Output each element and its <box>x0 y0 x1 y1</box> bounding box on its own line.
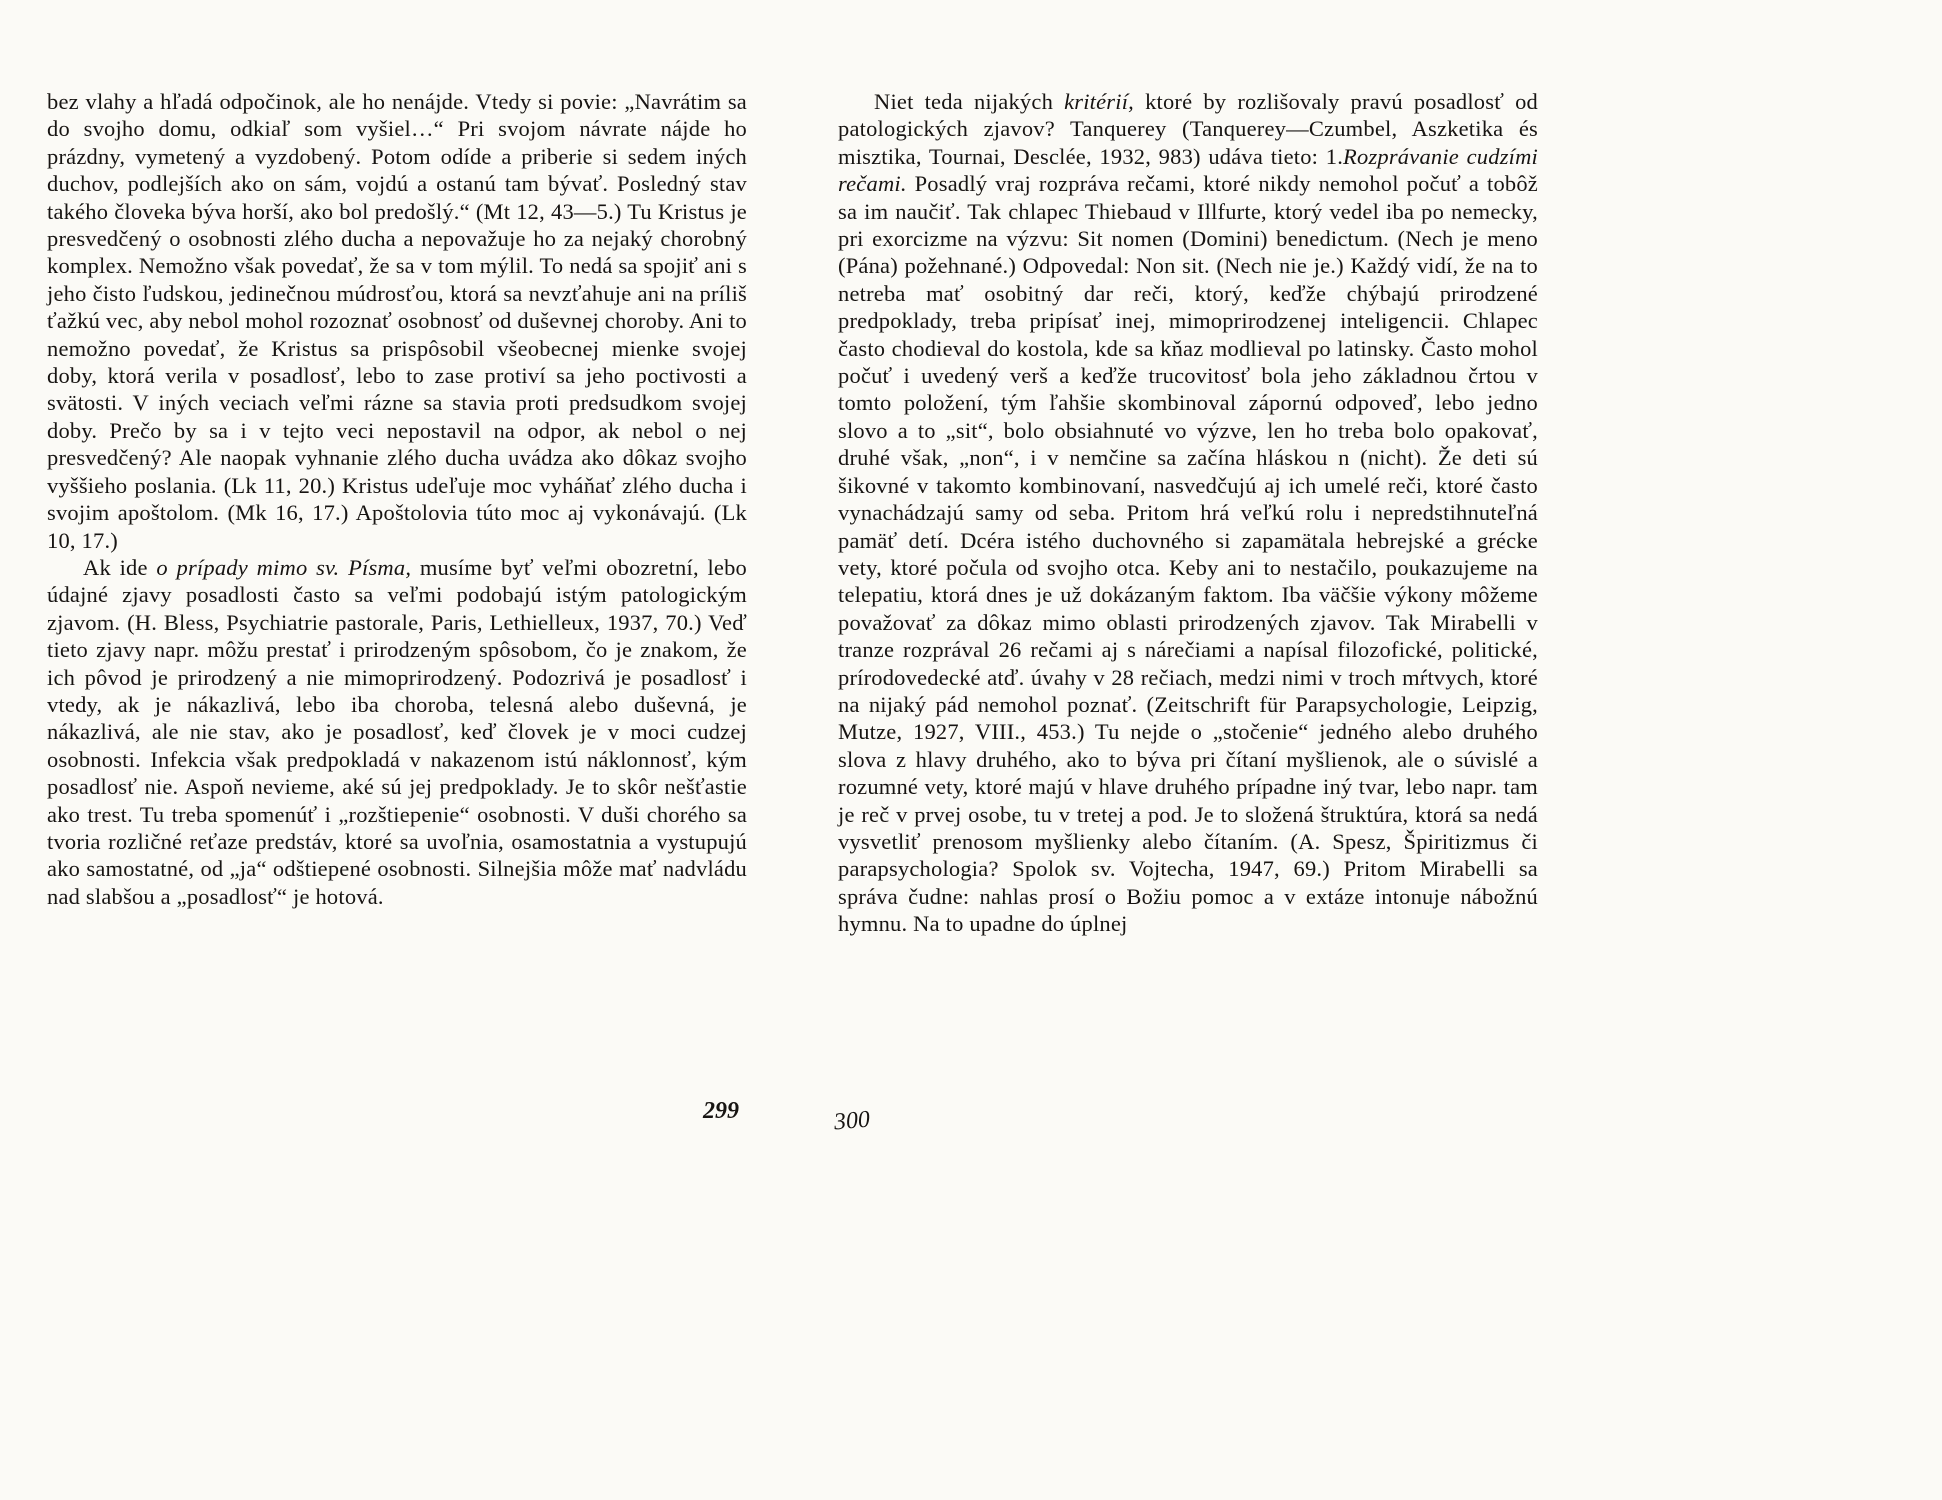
page-left-text <box>47 88 747 910</box>
text-run: Niet teda nijakých <box>874 89 1065 114</box>
page-number-left: 299 <box>703 1098 739 1124</box>
text-run-italic: kritérií, <box>1064 89 1134 114</box>
text-run: musíme byť veľmi obozretní, lebo údajné zjavy posadlosti často sa veľmi podobajú istým patologickým zjavom. (H. Bless, Psychiatrie pastorale, Paris, Lethielleux, 1937, 70.) Veď tieto zjavy napr. môžu prestať i prirodzeným spôsobom, čo je znakom, že ich pôvod je prirodzený a nie mimoprirodzený. Podozrivá je posadlosť i vtedy, ak je nákazlivá, lebo iba choroba, telesná alebo duševná, je nákazlivá, ale nie stav, ako je posadlosť, keď človek je v moci cudzej osobnosti. Infekcia však predpokladá v nakazenom istú náklonnosť, kým posadlosť nie. Aspoň nevieme, aké sú jej predpoklady. Je to skôr nešťastie ako trest. Tu treba spomenúť i „rozštiepenie“ osobnosti. V duši chorého sa tvoria rozličné reťaze predstáv, ktoré sa uvoľnia, osamostatnia a vystupujú ako samostatné, od „ja“ odštiepené osobnosti. Silnejšia môže mať nadvládu nad slabšou a „posadlosť“ je hotová. <box>47 554 747 909</box>
text-run: bez vlahy a hľadá odpočinok, ale ho nenájde. Vtedy si povie: „Navrátim sa do svojho domu, odkiaľ som vyšiel…“ Pri svojom návrate nájde ho prázdny, vymetený a vyzdobený. Potom odíde a priberie si sedem iných duchov, podlejších ako on sám, vojdú a ostanú tam bývať. Posledný stav takého človeka býva horší, ako bol predošlý.“ (Mt 12, 43—5.) Tu Kristus je presvedčený o osobnosti zlého ducha a nepovažuje ho za nejaký chorobný komplex. Nemožno však povedať, že sa v tom mýlil. To nedá sa spojiť ani s jeho čisto ľudskou, jedinečnou múdrosťou, ktorá sa nevzťahuje ani na príliš ťažkú vec, aby nebol mohol rozoznať osobnosť od duševnej choroby. Ani to nemožno povedať, že Kristus sa prispôsobil všeobecnej mienke svojej doby, ktorá verila v posadlosť, lebo to zase protiví sa jeho poctivosti a svätosti. V iných veciach veľmi rázne sa stavia proti predsudkom svojej doby. Prečo by sa i v tejto veci nepostavil na odpor, ak nebol o nej presvedčený? Ale naopak vyhnanie zlého ducha uvádza ako dôkaz svojho vyššieho poslania. (Lk 11, 20.) Kristus udeľuje moc vyháňať zlého ducha i svojim apoštolom. (Mk 16, 17.) Apoštolovia túto moc aj vykonávajú. (Lk 10, 17.) <box>47 89 747 553</box>
paragraph <box>838 88 1538 938</box>
page-right-text <box>838 88 1538 938</box>
text-run-italic: Rozprávanie cudzími rečami. <box>838 143 1538 197</box>
text-run: Posadlý vraj rozpráva rečami, ktoré nikdy nemohol počuť a tobôž sa im naučiť. Tak chlapec Thiebaud v Illfurte, ktorý vedel iba po nemecky, pri exorcizme na výzvu: Sit nomen (Domini) benedictum. (Nech je meno (Pána) požehnané.) Odpovedal: Non sit. (Nech nie je.) Každý vidí, že na to netreba mať osobitný dar reči, ktorý, keďže chýbajú prirodzené predpoklady, treba pripísať inej, mimoprirodzenej inteligencii. Chlapec často chodieval do kostola, kde sa kňaz modlieval po latinsky. Často mohol počuť i uvedený verš a keďže trucovitosť bola jeho základnou črtou v tomto položení, tým ľahšie skombinoval zápornú odpoveď, lebo jedno slovo a to „sit“, bolo obsiahnuté vo výzve, len ho treba bolo opakovať, druhé však, „non“, i v nemčine sa začína hláskou n (nicht). Že deti sú šikovné v takomto kombinovaní, nasvedčujú aj ich umelé reči, ktoré často vynachádzajú samy od seba. Pritom hrá veľkú rolu i nepredstihnuteľná pamäť detí. Dcéra istého duchovného si zapamätala hebrejské a grécke vety, ktoré počula od svojho otca. Keby ani to nestačilo, poukazujeme na telepatiu, ktorá dnes je už dokázaným faktom. Iba väčšie výkony môžeme považovať za dôkaz mimo oblasti prirodzených zjavov. Tak Mirabelli v tranze rozprával 26 rečami aj s nárečiami a napísal filozofické, politické, prírodovedecké atď. úvahy v 28 rečiach, medzi nimi v troch mŕtvych, ktoré na nijaký pád nemohol poznať. (Zeitschrift für Parapsychologie, Leipzig, Mutze, 1927, VIII., 453.) Tu nejde o „stočenie“ jedného alebo druhého slova z hlavy druhého, ako to býva pri čítaní myšlienok, ale o súvislé a rozumné vety, ktoré majú v hlave druhého prípadne iný tvar, lebo napr. tam je reč v prvej osobe, tu v tretej a pod. Je to složená štruktúra, ktorá sa nedá vysvetliť prenosom myšlienky alebo čítaním. (A. Spesz, Špiritizmus či parapsychologia? Spolok sv. Vojtecha, 1947, 69.) Pritom Mirabelli sa správa čudne: nahlas prosí o Božiu pomoc a v extáze intonuje nábožnú hymnu. Na to upadne do úplnej <box>838 171 1538 937</box>
text-run-italic: o prípady mimo sv. Písma, <box>156 554 412 580</box>
text-run: Ak ide <box>83 554 157 580</box>
paragraph <box>47 554 747 910</box>
page-number-right: 300 <box>832 1106 872 1136</box>
paragraph <box>47 88 747 554</box>
text-run: ktoré by rozlišovaly pravú posadlosť od patologických zjavov? Tanquerey (Tanquerey—Czumbel, Aszketika és misztika, Tournai, Desclée, 1932, 983) udáva tieto: 1. <box>838 89 1538 169</box>
